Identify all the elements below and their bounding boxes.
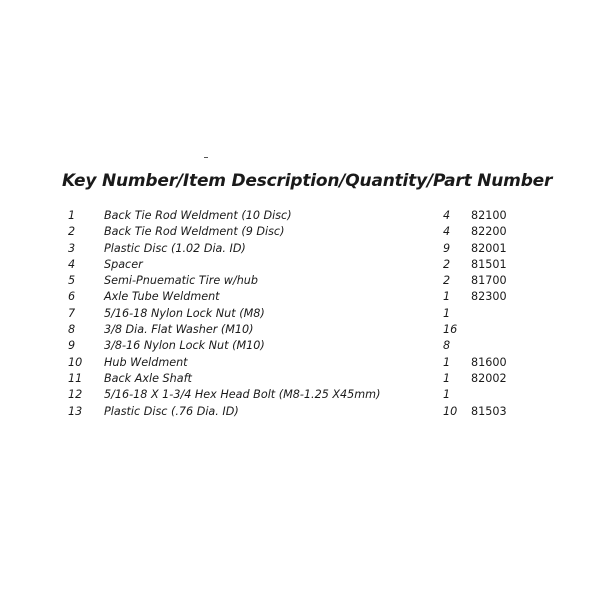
quantity: 2 xyxy=(443,257,451,271)
key-number: 8 xyxy=(68,323,76,337)
page-title: Key Number/Item Description/Quantity/Part Number xyxy=(62,171,553,191)
list-item xyxy=(0,257,600,273)
key-number: 4 xyxy=(68,257,76,271)
quantity: 1 xyxy=(443,355,451,369)
item-description: Hub Weldment xyxy=(104,355,188,369)
list-item xyxy=(0,306,600,322)
list-item xyxy=(0,224,600,240)
key-number: 10 xyxy=(68,355,83,369)
quantity: 9 xyxy=(443,241,451,255)
list-item xyxy=(0,355,600,371)
quantity: 2 xyxy=(443,274,451,288)
key-number: 3 xyxy=(68,241,76,255)
parts-list xyxy=(0,208,600,420)
item-description: 3/8-16 Nylon Lock Nut (M10) xyxy=(104,339,265,353)
quantity: 1 xyxy=(443,290,451,304)
key-number: 6 xyxy=(68,290,76,304)
item-description: Back Tie Rod Weldment (10 Disc) xyxy=(104,209,292,222)
key-number: 11 xyxy=(68,371,83,385)
item-description: Axle Tube Weldment xyxy=(104,290,220,304)
key-number: 2 xyxy=(68,225,76,239)
part-number: 82001 xyxy=(471,241,507,255)
item-description: 3/8 Dia. Flat Washer (M10) xyxy=(104,323,254,337)
item-description: Plastic Disc (.76 Dia. ID) xyxy=(104,404,239,418)
item-description: Semi-Pnuematic Tire w/hub xyxy=(104,274,258,288)
list-item xyxy=(0,241,600,257)
key-number: 5 xyxy=(68,274,76,288)
part-number: 81503 xyxy=(471,404,507,418)
part-number: 81600 xyxy=(471,355,507,369)
part-number: 82300 xyxy=(471,290,507,304)
item-description: Spacer xyxy=(104,257,143,271)
part-number: 82002 xyxy=(471,371,507,385)
item-description: 5/16-18 X 1-3/4 Hex Head Bolt (M8-1.25 X45mm) xyxy=(104,388,381,402)
list-item xyxy=(0,404,600,420)
list-item xyxy=(0,371,600,387)
quantity: 4 xyxy=(443,209,451,222)
item-description: Back Tie Rod Weldment (9 Disc) xyxy=(104,225,285,239)
item-description: 5/16-18 Nylon Lock Nut (M8) xyxy=(104,306,265,320)
quantity: 16 xyxy=(443,323,458,337)
item-description: Back Axle Shaft xyxy=(104,371,192,385)
quantity: 1 xyxy=(443,371,451,385)
part-number: 81501 xyxy=(471,257,507,271)
part-number: 82200 xyxy=(471,225,507,239)
list-item xyxy=(0,322,600,338)
key-number: 12 xyxy=(68,388,83,402)
stray-mark xyxy=(204,157,208,158)
list-item xyxy=(0,273,600,289)
list-item xyxy=(0,387,600,403)
list-item xyxy=(0,338,600,354)
list-item xyxy=(0,208,600,224)
key-number: 9 xyxy=(68,339,76,353)
list-item xyxy=(0,289,600,305)
quantity: 1 xyxy=(443,306,451,320)
quantity: 4 xyxy=(443,225,451,239)
quantity: 10 xyxy=(443,404,458,418)
key-number: 7 xyxy=(68,306,76,320)
part-number: 81700 xyxy=(471,274,507,288)
key-number: 13 xyxy=(68,404,83,418)
quantity: 8 xyxy=(443,339,451,353)
item-description: Plastic Disc (1.02 Dia. ID) xyxy=(104,241,246,255)
quantity: 1 xyxy=(443,388,451,402)
part-number: 82100 xyxy=(471,209,507,222)
key-number: 1 xyxy=(68,209,76,222)
